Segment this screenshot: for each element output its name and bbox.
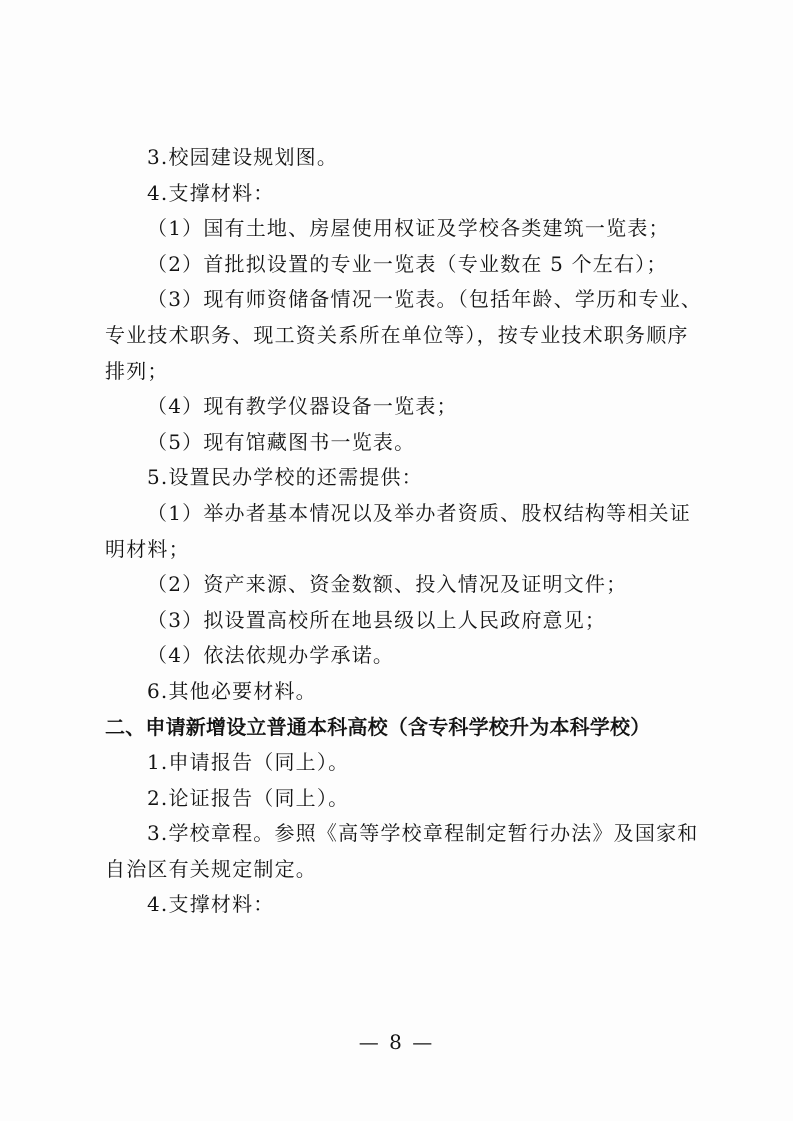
item-private-school: 5.设置民办学校的还需提供： bbox=[147, 465, 423, 490]
item-supporting-materials-2: 4.支撑材料： bbox=[147, 892, 275, 917]
item-school-charter: 3.学校章程。参照《高等学校章程制定暂行办法》及国家和 bbox=[147, 821, 699, 846]
item-supporting-materials: 4.支撑材料： bbox=[147, 180, 275, 205]
subitem-equipment-list: （4）现有教学仪器设备一览表； bbox=[147, 394, 458, 419]
section-heading-two: 二、申请新增设立普通本科高校（含专科学校升为本科学校） bbox=[105, 714, 651, 739]
subitem-teachers-list: （3）现有师资储备情况一览表。（包括年龄、学历和专业、 bbox=[147, 287, 703, 312]
subitem-government-opinion: （3）拟设置高校所在地县级以上人民政府意见； bbox=[147, 607, 607, 632]
item-feasibility-report: 2.论证报告（同上）。 bbox=[147, 785, 350, 810]
subitem-teachers-list-cont: 专业技术职务、现工资关系所在单位等），按专业技术职务顺序 bbox=[105, 322, 689, 347]
item-campus-plan: 3.校园建设规划图。 bbox=[147, 145, 339, 169]
subitem-commitment: （4）依法依规办学承诺。 bbox=[147, 643, 395, 668]
page-number: — 8 — bbox=[358, 1030, 435, 1054]
item-school-charter-cont: 自治区有关规定制定。 bbox=[105, 856, 317, 881]
subitem-organizer-info-cont: 明材料； bbox=[105, 536, 190, 561]
subitem-land-building: （1）国有土地、房屋使用权证及学校各类建筑一览表； bbox=[147, 216, 670, 241]
document-body bbox=[105, 140, 703, 923]
subitem-majors-list: （2）首批拟设置的专业一览表（专业数在 5 个左右）； bbox=[147, 251, 668, 276]
item-application-report: 1.申请报告（同上）。 bbox=[147, 750, 350, 775]
subitem-library-list: （5）现有馆藏图书一览表。 bbox=[147, 429, 416, 454]
subitem-organizer-info: （1）举办者基本情况以及举办者资质、股权结构等相关证 bbox=[147, 500, 691, 525]
subitem-teachers-list-end: 排列； bbox=[105, 358, 169, 383]
subitem-asset-source: （2）资产来源、资金数额、投入情况及证明文件； bbox=[147, 572, 628, 597]
item-other-materials: 6.其他必要材料。 bbox=[147, 678, 317, 703]
